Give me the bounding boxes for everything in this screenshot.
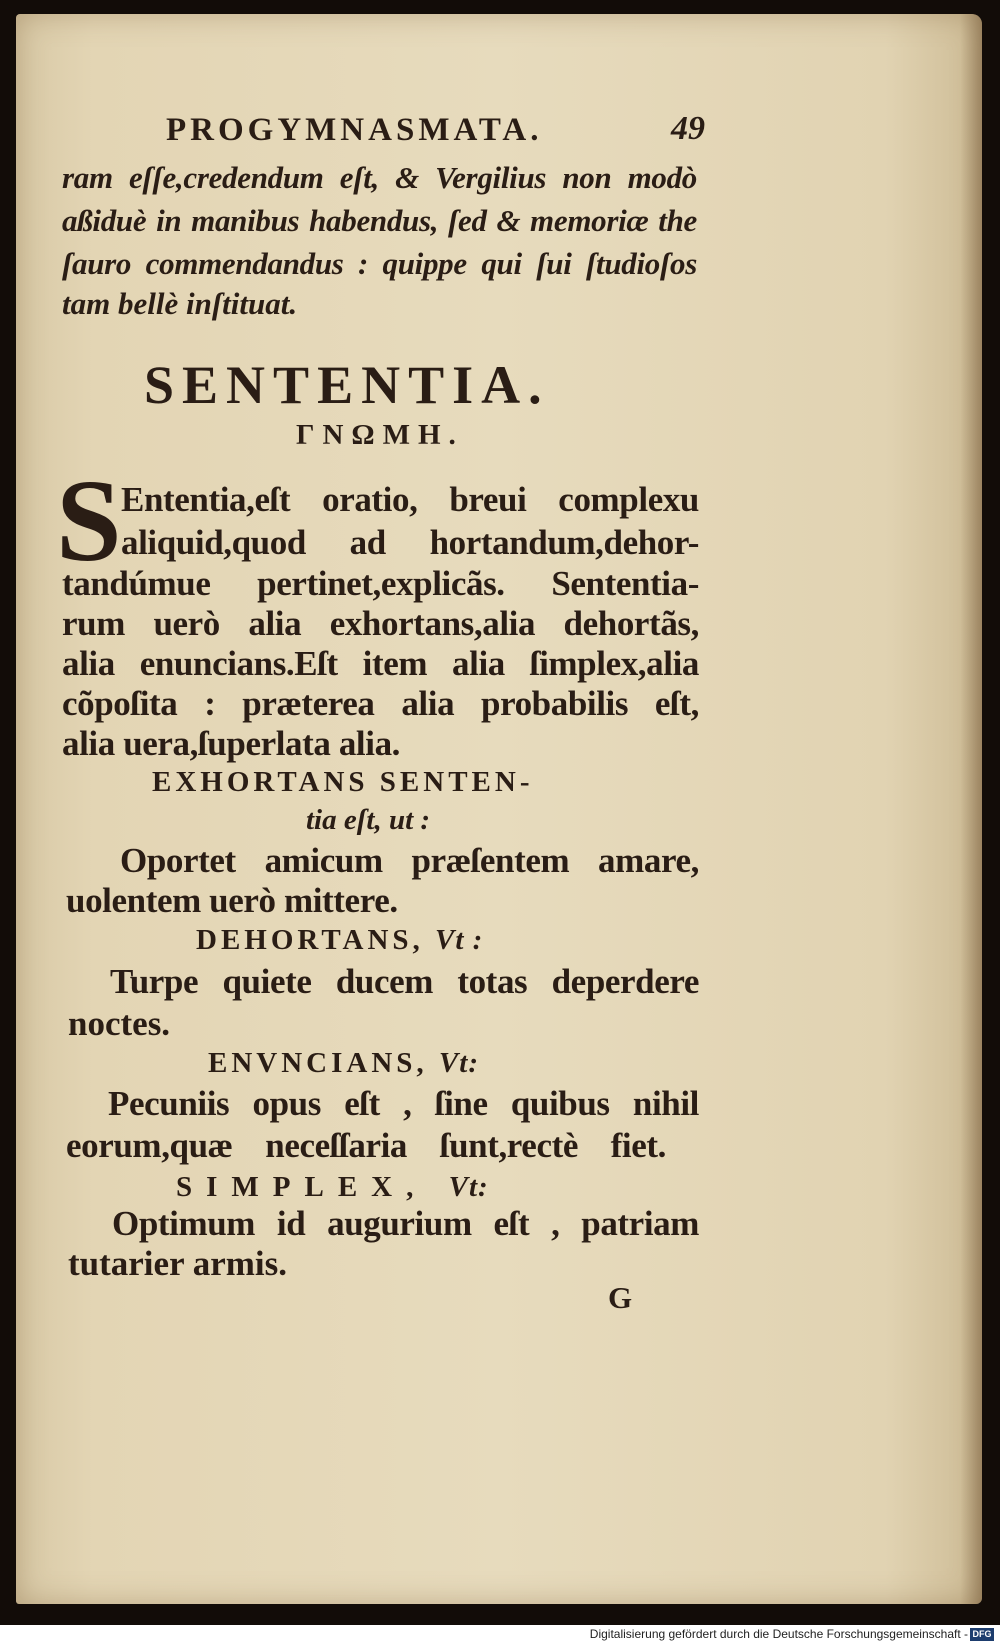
definition-line: alia enuncians.Eſt item alia ſimplex,alia bbox=[62, 644, 699, 683]
definition-line: rum uerò alia exhortans,alia dehortãs, bbox=[62, 604, 699, 643]
page-number: 49 bbox=[671, 110, 705, 147]
example-line: uolentem uerò mittere. bbox=[66, 881, 398, 920]
continued-text-line: tam bellè inſtituat. bbox=[62, 286, 298, 321]
footer-credit: Digitalisierung gefördert durch die Deutsche Forschungsgemeinschaft - bbox=[589, 1627, 968, 1641]
continued-text-line: aßiduè in manibus habendus, ſed & memoriæ the bbox=[62, 203, 697, 238]
enuncians-label: ENVNCIANS, bbox=[208, 1047, 428, 1079]
enuncians-heading bbox=[208, 1047, 479, 1080]
simplex-heading bbox=[176, 1171, 489, 1204]
book-page bbox=[16, 14, 982, 1604]
section-title: SENTENTIA. bbox=[144, 355, 550, 415]
running-head: PROGYMNASMATA. bbox=[166, 112, 543, 148]
definition-line: cõpoſita : præterea alia probabilis eſt, bbox=[62, 684, 699, 723]
footer-bar bbox=[0, 1625, 1000, 1645]
example-line: tutarier armis. bbox=[68, 1244, 288, 1283]
simplex-ut: Vt: bbox=[448, 1171, 489, 1203]
enuncians-ut: Vt: bbox=[438, 1047, 479, 1079]
definition-line: Ententia,eſt oratio, breui complexu bbox=[121, 480, 699, 519]
greek-title: ΓΝΩΜΗ. bbox=[296, 419, 464, 451]
simplex-label: SIMPLEX, bbox=[176, 1171, 428, 1203]
example-line: Turpe quiete ducem totas deperdere bbox=[110, 962, 699, 1001]
example-line: Optimum id augurium eſt , patriam bbox=[112, 1204, 699, 1243]
exhortans-heading: EXHORTANS SENTEN- bbox=[152, 766, 534, 798]
dehortans-heading bbox=[196, 924, 483, 957]
dehortans-label: DEHORTANS, bbox=[196, 924, 424, 956]
dehortans-ut: Vt : bbox=[435, 924, 484, 956]
drop-cap: S bbox=[56, 455, 122, 586]
example-line: noctes. bbox=[68, 1004, 171, 1043]
example-line: Pecuniis opus eſt , ſine quibus nihil bbox=[108, 1084, 699, 1123]
continued-text-line: ſauro commendandus : quippe qui ſui ſtudioſos bbox=[62, 246, 697, 281]
signature-mark: G bbox=[608, 1280, 633, 1315]
dfg-logo: DFG bbox=[970, 1628, 994, 1641]
example-line: eorum,quæ neceſſaria ſunt,rectè fiet. bbox=[66, 1126, 666, 1165]
continued-text-line: ram eſſe,credendum eſt, & Vergilius non modò bbox=[62, 160, 697, 195]
definition-line: alia uera,ſuperlata alia. bbox=[62, 724, 401, 763]
definition-line: aliquid,quod ad hortandum,dehor- bbox=[121, 523, 699, 562]
page-edge-shadow bbox=[960, 14, 982, 1604]
exhortans-heading-cont: tia eſt, ut : bbox=[306, 804, 431, 836]
example-line: Oportet amicum præſentem amare, bbox=[120, 841, 699, 880]
definition-line: tandúmue pertinet,explicãs. Sententia- bbox=[62, 564, 699, 603]
